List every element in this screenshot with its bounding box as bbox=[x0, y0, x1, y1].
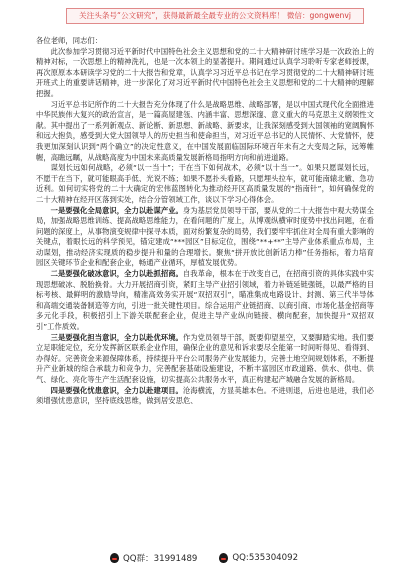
header-banner: 关注头条号“公文研究”，获得最新最全最专业的公文资料库！ 微信：gongwenvj bbox=[66, 8, 364, 24]
document-body bbox=[36, 36, 374, 407]
paragraph bbox=[36, 269, 374, 333]
paragraph-text: 此次参加学习贯彻习近平新时代中国特色社会主义思想和党的二十大精神研讨班学习是一次政治上的精神对标，一次思想上的精神洗礼，也是一次本领上的显著提升。期间通过认真学习聆听专家老师授课，再次原原本本研读学习党的二十大报告和党章，认真学习习近平总书记在学习贯彻党的二十大精神研讨班开班式上的重要讲话精神，进一步深化了对习近平新时代中国特色社会主义思想和党的二十大精神的理解把握。 bbox=[36, 46, 374, 98]
paragraph bbox=[36, 386, 374, 407]
paragraph-text: 自我革命，根本在于改变自己，在招商引资的具体实践中实现思想破冰、脱胎换骨。大力开展招商引资，紧盯主导产业招引领域，着力补链延链强链，以最严格的目标考核、最鲜明的激励导向，精准高效务实开展“双招双引”，瞄准集成电路设计、封测、第三代半导体和高端交通装备制造等方向，引进一批关键性项目。综合运用产业链招商、以商引商、市场化基金招商等多元化手段，积极招引上下游关联配套企业，促进主导产业纵向链接、横向配套，加快提升“双招双引”工作质效。 bbox=[36, 269, 374, 332]
footer-qq bbox=[219, 553, 298, 563]
paragraph bbox=[36, 206, 374, 270]
section-heading: 四是要强化忧患意识，全力以赴建项目。 bbox=[50, 385, 183, 395]
paragraph bbox=[36, 47, 374, 100]
paragraph-text: 身为基层党员领导干部，要从党的二十大报告中观大势谋全局，加强战略思维训练、提高战略思维能力，在看问题的广度上，从博观纵横审时度势中找出问题，在看问题的深度上，从事物演变规律中探寻本质，面对纷繁复杂的局势，我们要牢牢抓住对全局有重大影响的关键点，着眼长远的科学预见，锚定建成“***园区”目标定位，围绕“**+**”主导产业体系重点布局，主动谋划，推动经济实现质的稳步提升和量的合理增长。聚焦“拼开放比创新话力棒”任务指标，着力培育园区关键环节企业和配套企业，畅通产业循环，厚植发展优势。 bbox=[36, 205, 374, 268]
paragraph-list bbox=[36, 47, 374, 407]
paragraph-text: 习近平总书记所作的二十大报告充分体现了什么是战略思维、战略部署，是以中国式现代化全面推进中华民族伟大复兴的政治宣言，是一篇高屋建瓴、内涵丰富、思想深邃、意义重大的马克思主义纲领性文献。其中提出了一系列新观点、新论断、新思想、新战略、新要求，让我深刻感受到大国领袖的宽阔胸怀和远大抱负，感受到大党大国领导人的历史担当和使命担当，对习近平总书记的人民情怀、大党情怀，使我更加深刻认识到“两个确立”的决定性意义，在中国发展面临国际环境百年未有之大变局之际，远筹帷幄，高瞻远瞩，从战略高度为中国未来高质量发展新格局指明方向和前进道路。 bbox=[36, 99, 374, 162]
section-heading: 二是要强化破冰意识，全力以赴抓招商。 bbox=[50, 269, 183, 279]
paragraph-text: 谋划长远如何战略，必须“以一当十”；干在当下如何战术，必须“以十当一”。如果只愿谋划长远，不愿干在当下，就可能眼高手低、光说不练；如果不愿扑头看路，只愿埋头拉车，就可能南辕北辙、急功近利。如何切实将党的二十大确定的宏伟蓝图转化为推动经开区高质量发展的“指南针”，如何确保党的二十大精神在经开区落到实处，结合分管领域工作，谈以下学习心得体会。 bbox=[36, 163, 374, 204]
section-heading: 一是要强化全局意识，全力以赴谋产业。 bbox=[50, 205, 183, 215]
qq-group-text: QQ群：31991489 bbox=[122, 554, 198, 564]
qq-text: QQ:535304092 bbox=[232, 553, 299, 563]
paragraph-text: 沧海横流，方显英雄本色。不进则退，后进也是进，我们必须增强忧患意识，坚持底线思维，做到居安思危、 bbox=[36, 385, 374, 406]
paragraph bbox=[36, 100, 374, 164]
qq-icon bbox=[110, 553, 119, 563]
paragraph bbox=[36, 333, 374, 386]
greeting: 各位老师，同志们： bbox=[36, 36, 103, 45]
paragraph bbox=[36, 163, 374, 205]
section-heading: 三是要强化担当意识，全力以赴优环境。 bbox=[50, 332, 183, 342]
paragraph-text: 作为党员领导干部，既要仰望星空，又要脚踏实地。我们要立足职能定位，充分发挥新区联系企业作用，确保企业的意见和诉求要尽全能第一时间听得见、看得到、办得好。完善资金来源保障体系，持续提升平台公司服务产业发展能力，完善土地空间规划体系，不断提升产业新城的综合承载力和竞争力，完善配套基础设施建设，不断丰富园区市政道路、供水、供电、供气、绿化、亮化等生产生活配套设施，切实提高公共服务水平，真正构建起产城融合发展的新格局。 bbox=[36, 332, 374, 384]
footer bbox=[0, 549, 408, 567]
qq-icon bbox=[219, 553, 228, 563]
footer-qq-group bbox=[110, 552, 197, 564]
